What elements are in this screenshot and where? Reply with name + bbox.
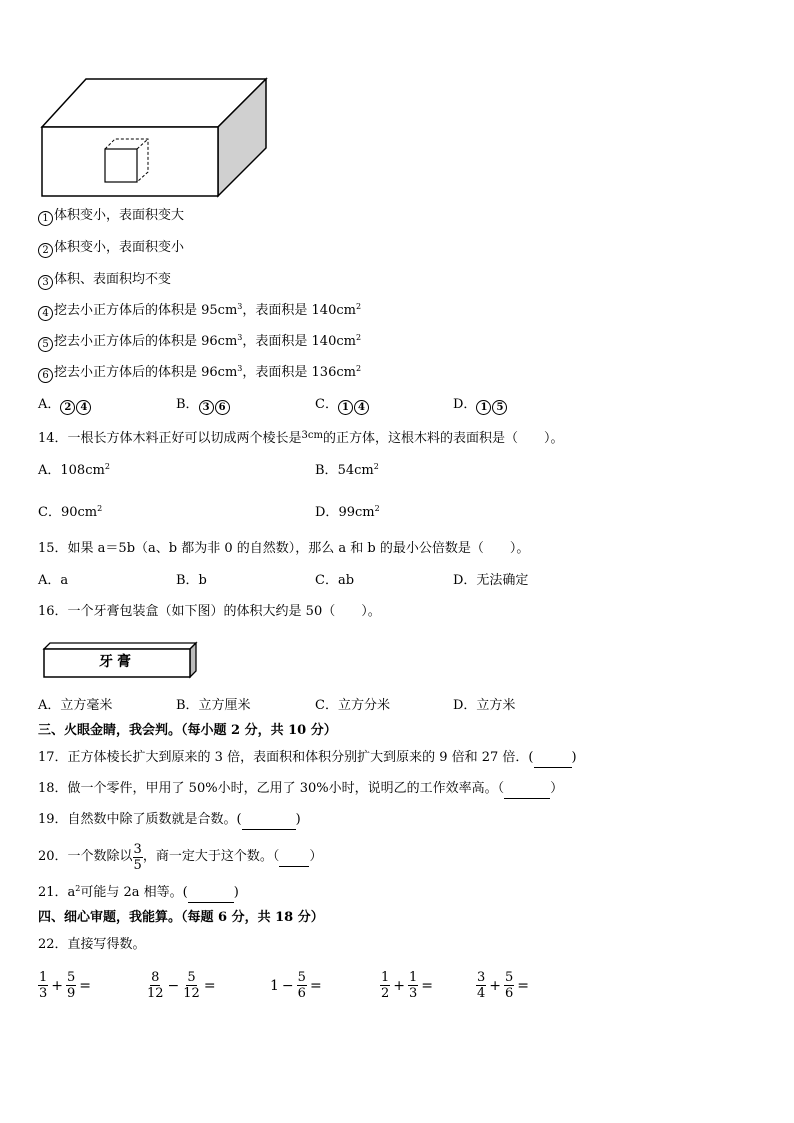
q20-fraction: $\frac{3}{5}$: [133, 841, 142, 873]
calc-expression-5: $\frac{3}{4}$ + $\frac{5}{6}$ =: [477, 970, 530, 1001]
q13-statement-1: 1 体积变小，表面积变大: [38, 207, 184, 226]
q22-stem: 22．直接写得数。: [38, 937, 146, 952]
section-4-heading: 四、细心审题，我能算。（每题 6 分，共 18 分）: [38, 910, 324, 925]
q17-answer-blank[interactable]: [534, 749, 572, 768]
q15-option-c[interactable]: C．ab: [315, 573, 355, 588]
q13-statement-5: 5 挖去小正方体后的体积是 $96cm^3$，表面积是 $140cm^2$: [38, 333, 361, 352]
q15-option-b[interactable]: B．b: [176, 573, 207, 588]
q13-option-b[interactable]: B． 3 6: [176, 396, 231, 415]
q17-stem: 17．正方体棱长扩大到原来的 3 倍，表面积和体积分别扩大到原来的 9 倍和 27 倍．( ): [38, 749, 577, 768]
q16-option-c[interactable]: C．立方分米: [315, 698, 390, 713]
q16-stem: 16．一个牙膏包装盒（如下图）的体积大约是 50（ ）。: [38, 604, 381, 619]
toothpaste-box-label: 牙膏: [99, 654, 135, 670]
q13-statement-2: 2 体积变小，表面积变小: [38, 239, 184, 258]
q13-statement-4: 4 挖去小正方体后的体积是 $95cm^3$，表面积是 $140cm^2$: [38, 302, 361, 321]
q15-stem: 15．如果 a＝5b（a、b 都为非 0 的自然数），那么 a 和 b 的最小公倍数是（ ）。: [38, 541, 530, 556]
calc-expression-3: 1 − $\frac{5}{6}$ =: [270, 970, 322, 1001]
q14-option-d[interactable]: D．$99cm^2$: [315, 504, 380, 520]
q13-statement-6: 6 挖去小正方体后的体积是 $96cm^3$，表面积是 $136cm^2$: [38, 364, 361, 383]
q16-option-b[interactable]: B．立方厘米: [176, 698, 251, 713]
q13-option-a[interactable]: A． 2 4: [38, 396, 92, 415]
q16-option-d[interactable]: D．立方米: [453, 698, 516, 713]
q18-answer-blank[interactable]: [504, 780, 550, 799]
section-3-heading: 三、火眼金睛，我会判。（每小题 2 分，共 10 分）: [38, 723, 337, 738]
q19-stem: 19．自然数中除了质数就是合数。( ): [38, 811, 301, 830]
q14-stem: 14．一根长方体木料正好可以切成两个棱长是$^{3cm}$的正方体，这根木料的表面积是（ ）。: [38, 430, 564, 446]
q16-option-a[interactable]: A．立方毫米: [38, 698, 113, 713]
q14-option-c[interactable]: C．$90cm^2$: [38, 504, 103, 520]
q15-option-d[interactable]: D．无法确定: [453, 573, 529, 588]
q21-answer-blank[interactable]: [188, 884, 234, 903]
q19-answer-blank[interactable]: [242, 811, 296, 830]
q14-option-b[interactable]: B．$54cm^2$: [315, 462, 379, 478]
calc-expression-4: $\frac{1}{2}$ + $\frac{1}{3}$ =: [381, 970, 434, 1001]
calc-expression-1: $\frac{1}{3}$ + $\frac{5}{9}$ =: [39, 970, 92, 1001]
q14-option-a[interactable]: A．$108cm^2$: [38, 462, 110, 478]
q20-answer-blank[interactable]: [279, 848, 309, 867]
q15-option-a[interactable]: A．a: [38, 573, 69, 588]
q13-statement-3: 3 体积、表面积均不变: [38, 271, 171, 290]
q20-stem: 20．一个数除以 $\frac{3}{5}$ ，商一定大于这个数。（ ）: [38, 841, 323, 873]
q13-option-d[interactable]: D． 1 5: [453, 396, 508, 415]
cuboid-figure: [38, 76, 270, 200]
q21-stem: 21．$a^2$可能与 2a 相等。( ): [38, 884, 239, 903]
q18-stem: 18．做一个零件，甲用了 50%小时，乙用了 30%小时，说明乙的工作效率高。（ ）: [38, 780, 563, 799]
q13-option-c[interactable]: C． 1 4: [315, 396, 370, 415]
calc-expression-2: $\frac{8}{12}$ − $\frac{5}{12}$ =: [147, 970, 216, 1001]
